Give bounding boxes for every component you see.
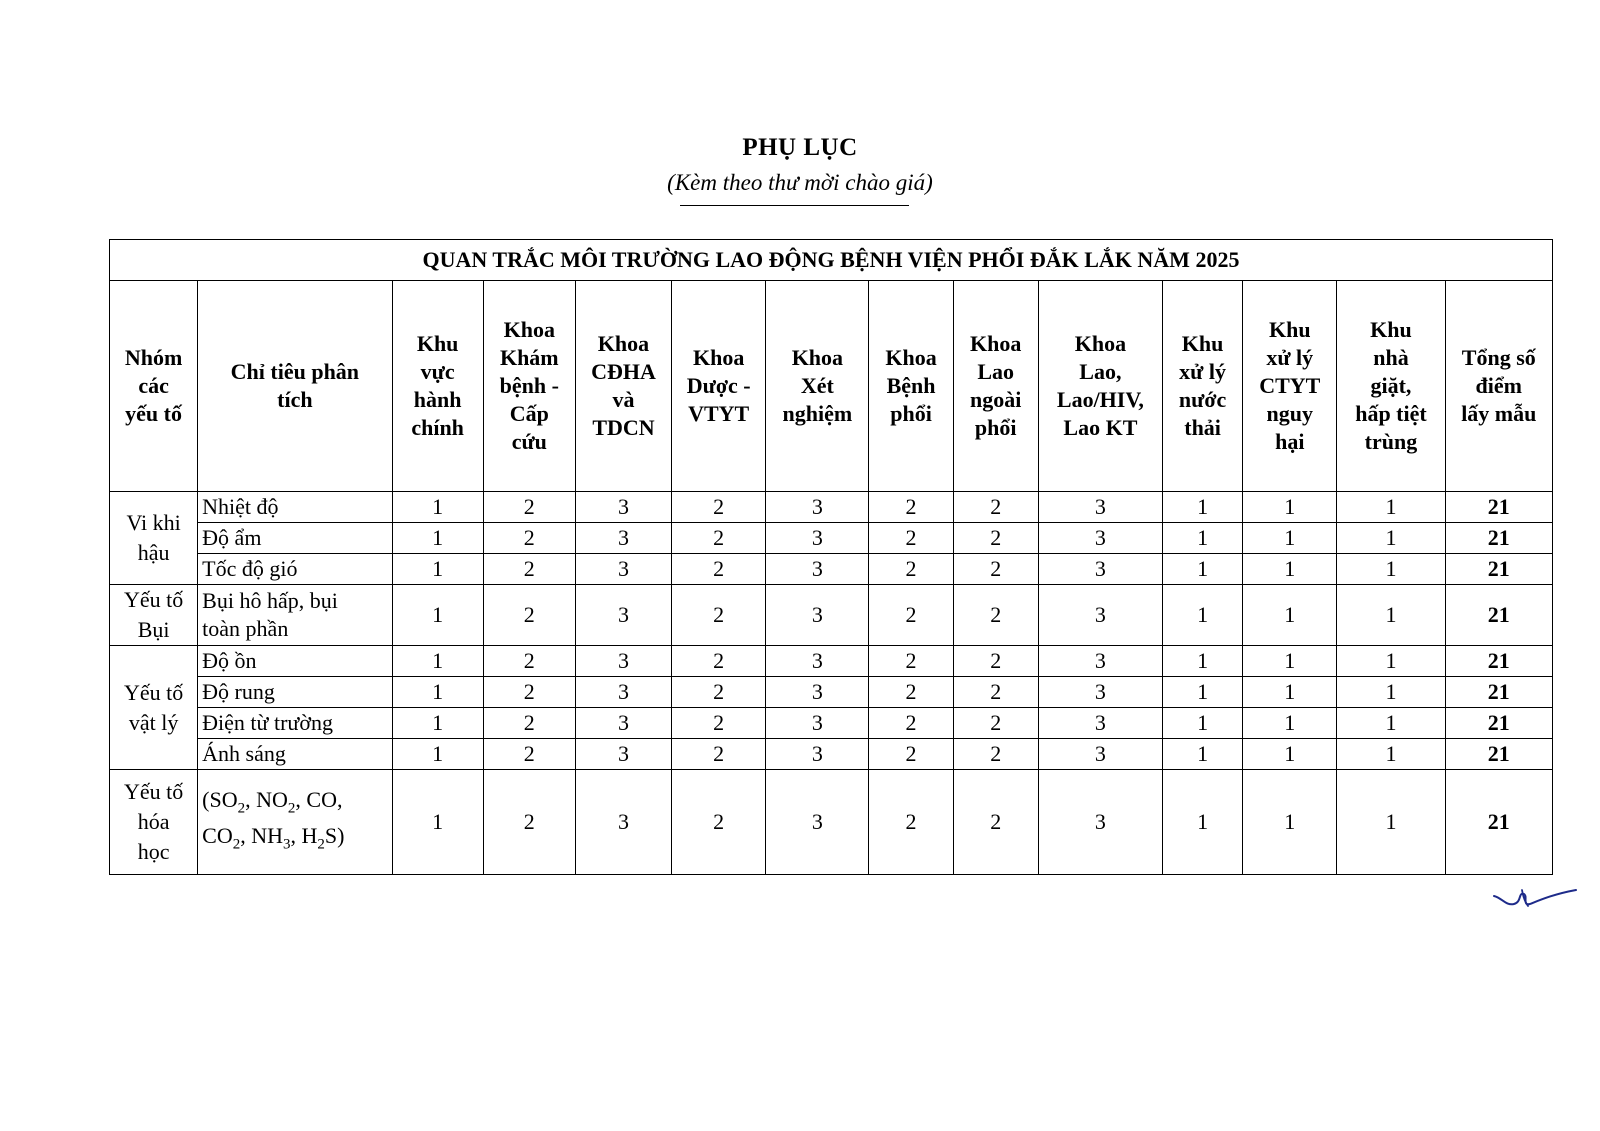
text-line: ngoài	[970, 387, 1022, 412]
text-line: hại	[1275, 429, 1305, 454]
text-line: Yếu tố	[123, 779, 184, 804]
text-line: Dược -	[686, 373, 751, 398]
value-cell: 1	[392, 646, 483, 677]
value-cell: 1	[392, 585, 483, 646]
formula-text: , H	[290, 823, 318, 848]
text-line: toàn phần	[202, 616, 289, 641]
value-cell: 3	[766, 770, 869, 875]
indicator-cell: Điện từ trường	[198, 708, 392, 739]
text-line: bệnh -	[499, 373, 559, 398]
value-cell: 2	[869, 523, 953, 554]
formula-subscript: 3	[283, 836, 291, 853]
value-cell: 3	[766, 708, 869, 739]
value-cell: 3	[1038, 554, 1162, 585]
value-cell: 2	[869, 739, 953, 770]
total-cell: 21	[1445, 585, 1552, 646]
indicator-cell: Tốc độ gió	[198, 554, 392, 585]
value-cell: 3	[1038, 646, 1162, 677]
text-line: nhà	[1373, 345, 1409, 370]
column-header	[1337, 281, 1445, 492]
value-cell: 2	[672, 677, 766, 708]
text-line: điểm	[1475, 373, 1522, 398]
text-line: Khu	[416, 331, 459, 356]
value-cell: 1	[392, 554, 483, 585]
value-cell: 2	[672, 585, 766, 646]
indicator-cell: Nhiệt độ	[198, 492, 392, 523]
value-cell: 1	[1243, 523, 1337, 554]
value-cell: 1	[1163, 739, 1243, 770]
text-line: Khoa	[692, 345, 745, 370]
value-cell: 3	[575, 646, 671, 677]
page-subtitle: (Kèm theo thư mời chào giá)	[667, 170, 933, 195]
value-cell: 3	[1038, 492, 1162, 523]
text-line: Lao KT	[1063, 415, 1138, 440]
formula-subscript: 2	[287, 800, 296, 816]
formula-text: (SO	[202, 786, 238, 812]
column-header	[1243, 281, 1337, 492]
value-cell: 2	[672, 554, 766, 585]
value-cell: 2	[953, 770, 1038, 875]
text-line: Chỉ tiêu phân	[230, 359, 360, 384]
formula-text: CO	[202, 823, 233, 848]
value-cell: 1	[392, 677, 483, 708]
value-cell: 1	[1337, 554, 1445, 585]
table-row	[110, 646, 1553, 677]
text-line: hóa	[137, 809, 170, 834]
column-header	[392, 281, 483, 492]
value-cell: 1	[1243, 708, 1337, 739]
value-cell: 1	[1163, 585, 1243, 646]
value-cell: 2	[953, 646, 1038, 677]
total-cell: 21	[1445, 677, 1552, 708]
value-cell: 3	[766, 585, 869, 646]
group-name-cell	[110, 492, 198, 585]
text-line: hấp tiệt	[1355, 401, 1427, 426]
text-line: hành	[413, 387, 462, 412]
value-cell: 1	[1243, 646, 1337, 677]
text-line: Tổng số	[1461, 345, 1536, 370]
title-underline	[680, 205, 909, 206]
text-line: Cấp	[509, 401, 549, 426]
text-line: Yếu tố	[123, 679, 184, 705]
value-cell: 1	[1243, 739, 1337, 770]
value-cell: 2	[869, 585, 953, 646]
value-cell: 3	[766, 646, 869, 677]
formula-subscript: 2	[232, 836, 241, 853]
text-line: Lao,	[1079, 359, 1122, 384]
table-row	[110, 677, 1553, 708]
value-cell: 1	[392, 523, 483, 554]
value-cell: 1	[392, 770, 483, 875]
signature-mark	[1492, 884, 1580, 914]
indicator-cell	[198, 585, 392, 646]
value-cell: 2	[672, 708, 766, 739]
table-row	[110, 770, 1553, 875]
text-line: Khoa	[1074, 331, 1127, 356]
value-cell: 1	[1337, 677, 1445, 708]
value-cell: 1	[1163, 677, 1243, 708]
group-name-cell	[110, 646, 198, 770]
text-line: Khu	[1370, 317, 1412, 342]
value-cell: 1	[392, 739, 483, 770]
text-line: CĐHA	[591, 359, 656, 384]
text-line: Bụi	[137, 617, 170, 642]
value-cell: 2	[672, 646, 766, 677]
value-cell: 1	[1243, 554, 1337, 585]
table-row	[110, 554, 1553, 585]
text-line: Khoa	[791, 345, 844, 370]
value-cell: 1	[392, 708, 483, 739]
value-cell: 3	[1038, 677, 1162, 708]
value-cell: 1	[1163, 492, 1243, 523]
total-cell: 21	[1445, 739, 1552, 770]
text-line: và	[612, 387, 635, 412]
text-line: xử lý	[1266, 345, 1314, 370]
value-cell: 3	[575, 739, 671, 770]
table-row	[110, 585, 1553, 646]
text-line: Khu	[1268, 317, 1311, 342]
text-line: thải	[1184, 415, 1221, 440]
value-cell: 3	[1038, 770, 1162, 875]
column-header	[766, 281, 869, 492]
text-line: nguy	[1266, 401, 1313, 426]
value-cell: 1	[1163, 523, 1243, 554]
text-line: các	[138, 373, 169, 398]
total-cell: 21	[1445, 770, 1552, 875]
column-header	[198, 281, 392, 492]
text-line: Khu	[1181, 331, 1224, 356]
text-line: giặt,	[1370, 373, 1412, 398]
formula-subscript: 2	[237, 800, 246, 816]
total-cell: 21	[1445, 646, 1552, 677]
value-cell: 1	[1163, 554, 1243, 585]
value-cell: 3	[575, 492, 671, 523]
value-cell: 3	[766, 492, 869, 523]
value-cell: 2	[869, 492, 953, 523]
value-cell: 1	[1163, 646, 1243, 677]
text-line: Lao	[977, 359, 1015, 384]
column-header	[953, 281, 1038, 492]
text-line: phổi	[890, 401, 932, 426]
column-header	[1163, 281, 1243, 492]
value-cell: 3	[766, 677, 869, 708]
text-line: Khoa	[970, 331, 1022, 356]
text-line: vực	[420, 359, 455, 384]
value-cell: 2	[483, 554, 575, 585]
text-line: CTYT	[1259, 373, 1321, 398]
value-cell: 1	[1163, 770, 1243, 875]
value-cell: 2	[869, 770, 953, 875]
column-header	[483, 281, 575, 492]
value-cell: 1	[1337, 646, 1445, 677]
text-line: VTYT	[688, 401, 750, 426]
value-cell: 1	[1163, 708, 1243, 739]
value-cell: 1	[392, 492, 483, 523]
value-cell: 1	[1243, 585, 1337, 646]
value-cell: 2	[869, 646, 953, 677]
value-cell: 2	[953, 523, 1038, 554]
value-cell: 3	[575, 770, 671, 875]
value-cell: 3	[575, 585, 671, 646]
text-line: nghiệm	[782, 401, 853, 426]
indicator-cell	[198, 770, 392, 875]
text-line: trùng	[1364, 429, 1418, 454]
column-header	[672, 281, 766, 492]
value-cell: 2	[483, 677, 575, 708]
value-cell: 1	[1243, 492, 1337, 523]
indicator-cell: Độ rung	[198, 677, 392, 708]
value-cell: 2	[483, 739, 575, 770]
table-row	[110, 492, 1553, 523]
value-cell: 1	[1337, 523, 1445, 554]
value-cell: 2	[953, 554, 1038, 585]
value-cell: 2	[672, 770, 766, 875]
value-cell: 2	[953, 739, 1038, 770]
value-cell: 3	[575, 554, 671, 585]
text-line: Bệnh	[886, 373, 936, 398]
formula-text: , CO,	[295, 786, 343, 812]
table-row	[110, 708, 1553, 739]
monitoring-table	[109, 239, 1553, 875]
value-cell: 1	[1243, 770, 1337, 875]
total-cell: 21	[1445, 708, 1552, 739]
text-line: yếu tố	[125, 401, 182, 426]
value-cell: 2	[483, 770, 575, 875]
table-row	[110, 523, 1553, 554]
value-cell: 3	[575, 523, 671, 554]
text-line: học	[137, 839, 170, 864]
value-cell: 2	[953, 492, 1038, 523]
column-header	[869, 281, 953, 492]
value-cell: 2	[483, 646, 575, 677]
total-cell: 21	[1445, 554, 1552, 585]
group-name-cell	[110, 585, 198, 646]
text-line: TDCN	[592, 415, 655, 440]
table-caption: QUAN TRẮC MÔI TRƯỜNG LAO ĐỘNG BỆNH VIỆN PHỔI ĐẮK LẮK NĂM 2025	[110, 240, 1553, 281]
column-header	[575, 281, 671, 492]
value-cell: 2	[869, 708, 953, 739]
text-line: Bụi hô hấp, bụi	[202, 588, 338, 613]
value-cell: 3	[575, 708, 671, 739]
text-line: vật lý	[128, 709, 179, 735]
page-title: PHỤ LỤC	[742, 134, 858, 161]
value-cell: 1	[1337, 708, 1445, 739]
value-cell: 3	[1038, 708, 1162, 739]
table-row	[110, 739, 1553, 770]
value-cell: 1	[1337, 770, 1445, 875]
value-cell: 2	[953, 708, 1038, 739]
value-cell: 1	[1243, 677, 1337, 708]
total-cell: 21	[1445, 492, 1552, 523]
value-cell: 2	[672, 492, 766, 523]
column-header	[1038, 281, 1162, 492]
text-line: Vi khi	[126, 510, 181, 535]
formula-subscript: 2	[317, 836, 325, 853]
indicator-cell: Độ ẩm	[198, 523, 392, 554]
column-header	[1445, 281, 1552, 492]
formula-text: , NO	[245, 786, 288, 812]
value-cell: 2	[483, 523, 575, 554]
text-line: xử lý	[1179, 359, 1226, 384]
text-line: Yếu tố	[123, 587, 184, 612]
indicator-cell: Ánh sáng	[198, 739, 392, 770]
text-line: Khám	[499, 345, 559, 370]
total-cell: 21	[1445, 523, 1552, 554]
value-cell: 2	[672, 523, 766, 554]
text-line: phổi	[974, 415, 1017, 440]
value-cell: 3	[766, 739, 869, 770]
text-line: Lao/HIV,	[1056, 387, 1144, 412]
text-line: cứu	[511, 429, 547, 454]
value-cell: 3	[1038, 739, 1162, 770]
value-cell: 2	[953, 585, 1038, 646]
formula-text: S)	[324, 823, 345, 848]
column-header	[110, 281, 198, 492]
formula-text: , NH	[240, 823, 284, 848]
value-cell: 3	[1038, 585, 1162, 646]
text-line: Xét	[800, 373, 834, 398]
value-cell: 2	[869, 677, 953, 708]
value-cell: 3	[1038, 523, 1162, 554]
value-cell: 3	[766, 523, 869, 554]
value-cell: 1	[1337, 585, 1445, 646]
text-line: nước	[1178, 387, 1227, 412]
value-cell: 2	[869, 554, 953, 585]
text-line: chính	[411, 415, 464, 440]
text-line: Khoa	[885, 345, 937, 370]
text-line: tích	[277, 387, 313, 412]
value-cell: 2	[483, 708, 575, 739]
value-cell: 3	[575, 677, 671, 708]
value-cell: 1	[1337, 739, 1445, 770]
text-line: Khoa	[503, 317, 555, 342]
value-cell: 2	[953, 677, 1038, 708]
group-name-cell	[110, 770, 198, 875]
text-line: hậu	[137, 540, 170, 565]
text-line: Nhóm	[124, 345, 183, 370]
indicator-cell: Độ ồn	[198, 646, 392, 677]
text-line: lấy mẫu	[1461, 401, 1537, 426]
value-cell: 2	[483, 492, 575, 523]
value-cell: 2	[672, 739, 766, 770]
value-cell: 2	[483, 585, 575, 646]
value-cell: 3	[766, 554, 869, 585]
text-line: Khoa	[597, 331, 650, 356]
value-cell: 1	[1337, 492, 1445, 523]
